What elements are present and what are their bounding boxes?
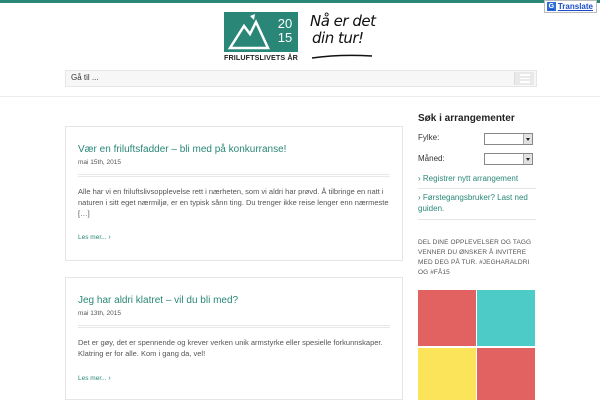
read-more-label: Les mer...: [78, 375, 107, 382]
county-label: Fylke:: [418, 133, 440, 142]
translate-button[interactable]: [544, 0, 597, 13]
register-event-link[interactable]: [418, 173, 538, 184]
slogan: [310, 13, 380, 63]
chevron-right-icon: ›: [418, 174, 421, 183]
mountain-icon: [224, 12, 274, 52]
nav-label: Gå til ...: [71, 73, 99, 82]
hamburger-icon[interactable]: [514, 72, 534, 85]
read-more-link[interactable]: [78, 375, 111, 382]
top-accent-bar: [0, 0, 600, 3]
photo-tile[interactable]: [418, 348, 476, 400]
month-label: Måned:: [418, 154, 445, 163]
slogan-underline: [310, 54, 374, 60]
chevron-right-icon: ›: [108, 234, 111, 241]
logo-year: [275, 17, 295, 45]
translate-label: Translate: [557, 2, 593, 11]
chevron-right-icon: ›: [418, 193, 421, 202]
site-logo[interactable]: [224, 12, 298, 63]
sidebar-separator: [418, 188, 536, 189]
photo-tile[interactable]: [477, 348, 535, 400]
post-separator: [78, 174, 390, 177]
logo-badge: [224, 12, 298, 52]
read-more-label: Les mer...: [78, 234, 107, 241]
post-card: [65, 126, 403, 261]
header-divider: [0, 96, 600, 97]
post-date: mai 13th, 2015: [78, 310, 122, 317]
post-excerpt: Alle har vi en friluftslivsopplevelse rett i nærheten, som vi aldri har prøvd. Å tilbringe en natt i naturen i sitt eget nærmiljø, er en typisk sånn ting. Du trenger ikke reise lenger enn nærmeste […]: [78, 187, 389, 218]
slogan-line-2: din tur!: [312, 29, 364, 47]
post-separator: [78, 325, 390, 328]
social-share-text: DEL DINE OPPLEVELSER OG TAGG VENNER DU ØNSKER Å INVITERE MED DEG PÅ TUR. #JEGHARALDRI OG #FÅ15: [418, 239, 532, 276]
logo-year-top: 20: [277, 16, 293, 31]
first-time-guide-link[interactable]: [418, 192, 538, 214]
post-title[interactable]: Jeg har aldri klatret – vil du bli med?: [78, 295, 239, 306]
dropdown-arrow-icon: [523, 154, 532, 164]
chevron-right-icon: ›: [108, 375, 111, 382]
dropdown-arrow-icon: [523, 134, 532, 144]
logo-year-bottom: 15: [277, 30, 293, 45]
sidebar-separator: [418, 219, 536, 220]
photo-tile[interactable]: [418, 290, 476, 346]
post-excerpt: Det er gøy, det er spennende og krever verken unik armstyrke eller spesielle forkunnskaper. Klatring er for alle. Kom i gang da, vel!: [78, 338, 383, 358]
event-search-title: Søk i arrangementer: [418, 113, 515, 124]
google-g-icon: G: [548, 3, 555, 10]
read-more-link[interactable]: [78, 234, 111, 241]
month-select[interactable]: [484, 153, 533, 165]
navigation-dropdown[interactable]: [65, 70, 537, 87]
post-date: mai 15th, 2015: [78, 159, 122, 166]
post-card: [65, 277, 403, 400]
county-select[interactable]: [484, 133, 533, 145]
logo-caption: FRILUFTSLIVETS ÅR: [224, 53, 298, 62]
photo-tile[interactable]: [477, 290, 535, 346]
post-title[interactable]: Vær en friluftsfadder – bli med på konkurranse!: [78, 144, 287, 155]
first-time-guide-label: Førstegangsbruker? Last ned guiden.: [418, 193, 528, 213]
register-event-label: Registrer nytt arrangement: [422, 174, 519, 183]
slogan-line-1: Nå er det: [310, 12, 376, 30]
